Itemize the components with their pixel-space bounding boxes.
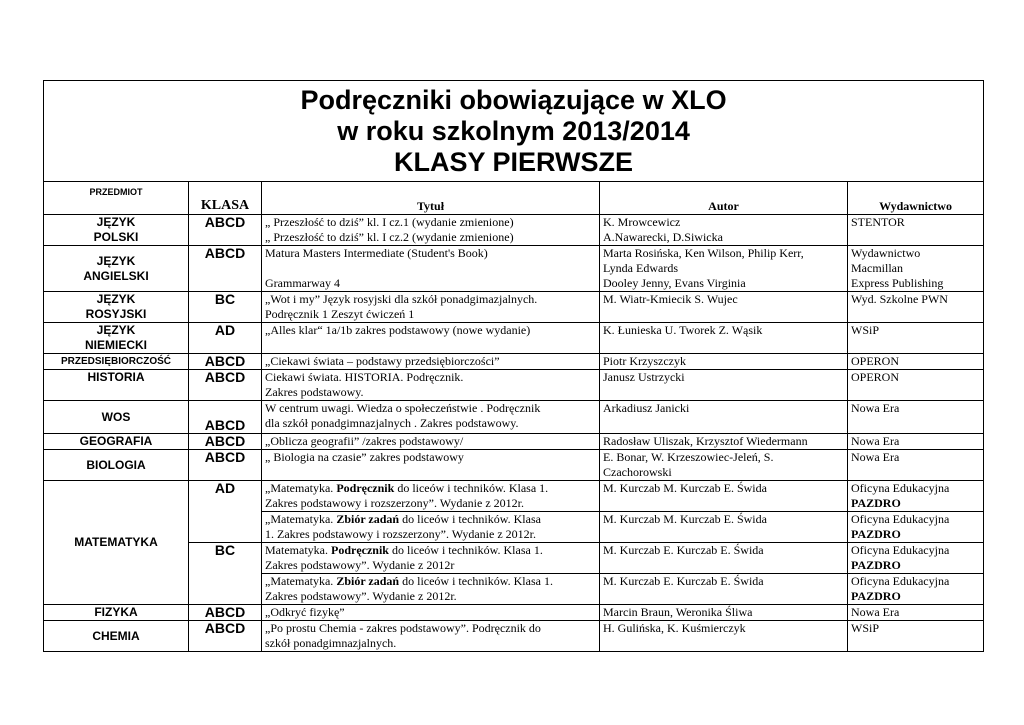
author-cell: H. Gulińska, K. Kuśmierczyk [600,621,848,652]
table-row [44,292,984,323]
author-cell: Marta Rosińska, Ken Wilson, Philip Kerr, Lynda Edwards Dooley Jenny, Evans Virginia [600,246,848,292]
title-cell: „Oblicza geografii” /zakres podstawowy/ [262,434,600,450]
subject-cell: JĘZYK POLSKI [44,215,189,246]
publisher-cell: STENTOR [848,215,984,246]
subject-cell: WOS [44,401,189,434]
author-cell: M. Kurczab E. Kurczab E. Świda [600,543,848,574]
klasa-cell: ABCD [189,370,262,401]
table-row [44,246,984,292]
publisher-cell: Wyd. Szkolne PWN [848,292,984,323]
title-cell: „Odkryć fizykę” [262,605,600,621]
table-row [44,354,984,370]
klasa-cell: AD [189,481,262,543]
publisher-cell: WSiP [848,323,984,354]
publisher-cell: Oficyna Edukacyjna PAZDRO [848,574,984,605]
textbook-table [43,80,984,652]
author-cell: Arkadiusz Janicki [600,401,848,434]
title-cell: „Po prostu Chemia - zakres podstawowy”. Podręcznik do szkół ponadgimnazjalnych. [262,621,600,652]
table-row [44,401,984,434]
subject-cell: JĘZYK NIEMIECKI [44,323,189,354]
textbook-list-sheet [43,80,983,652]
title-cell: Ciekawi świata. HISTORIA. Podręcznik. Zakres podstawowy. [262,370,600,401]
header-tytul: Tytuł [262,182,600,215]
subject-cell: JĘZYK ROSYJSKI [44,292,189,323]
title-cell: Matematyka. Podręcznik do liceów i techników. Klasa 1. Zakres podstawowy”. Wydanie z 2012r [262,543,600,574]
title-cell: W centrum uwagi. Wiedza o społeczeństwie . Podręcznik dla szkół ponadgimnazjalnych . Zakres podstawowy. [262,401,600,434]
subject-cell: GEOGRAFIA [44,434,189,450]
publisher-cell: Nowa Era [848,401,984,434]
title-cell: „Alles klar“ 1a/1b zakres podstawowy (nowe wydanie) [262,323,600,354]
title-cell: „Matematyka. Zbiór zadań do liceów i techników. Klasa 1. Zakres podstawowy”. Wydanie z 2012r. [262,574,600,605]
header-klasa: KLASA [189,182,262,215]
klasa-cell: ABCD [189,434,262,450]
title-cell: „Matematyka. Zbiór zadań do liceów i techników. Klasa 1. Zakres podstawowy i rozszerzony”. Wydanie z 2012r. [262,512,600,543]
subject-cell: JĘZYK ANGIELSKI [44,246,189,292]
klasa-cell: BC [189,543,262,605]
publisher-cell: Oficyna Edukacyjna PAZDRO [848,543,984,574]
publisher-cell: Oficyna Edukacyjna PAZDRO [848,481,984,512]
title-row [44,81,984,182]
document-title [44,81,984,182]
klasa-cell: ABCD [189,450,262,481]
title-cell: „ Przeszłość to dziś” kl. I cz.1 (wydanie zmienione) „ Przeszłość to dziś” kl. I cz.2 (wydanie zmienione) [262,215,600,246]
klasa-cell: ABCD [189,246,262,292]
subject-cell: HISTORIA [44,370,189,401]
header-row [44,182,984,215]
author-cell: E. Bonar, W. Krzeszowiec-Jeleń, S. Czachorowski [600,450,848,481]
author-cell: Radosław Uliszak, Krzysztof Wiedermann [600,434,848,450]
author-cell: Piotr Krzyszczyk [600,354,848,370]
author-cell: M. Kurczab E. Kurczab E. Świda [600,574,848,605]
publisher-cell: Wydawnictwo Macmillan Express Publishing [848,246,984,292]
author-cell: Janusz Ustrzycki [600,370,848,401]
publisher-cell: OPERON [848,370,984,401]
title-cell: „Ciekawi świata – podstawy przedsiębiorczości” [262,354,600,370]
table-row [44,450,984,481]
title-cell: Matura Masters Intermediate (Student's Book) Grammarway 4 [262,246,600,292]
author-cell: Marcin Braun, Weronika Śliwa [600,605,848,621]
klasa-cell: ABCD [189,621,262,652]
header-subject: PRZEDMIOT [44,182,189,215]
author-cell: M. Kurczab M. Kurczab E. Świda [600,481,848,512]
title-cell: „Matematyka. Podręcznik do liceów i techników. Klasa 1. Zakres podstawowy i rozszerzony”. Wydanie z 2012r. [262,481,600,512]
publisher-cell: Nowa Era [848,605,984,621]
publisher-cell: Oficyna Edukacyjna PAZDRO [848,512,984,543]
table-row [44,370,984,401]
author-cell: K. Mrowcewicz A.Nawarecki, D.Siwicka [600,215,848,246]
publisher-cell: Nowa Era [848,450,984,481]
publisher-cell: OPERON [848,354,984,370]
author-cell: M. Kurczab M. Kurczab E. Świda [600,512,848,543]
publisher-cell: WSiP [848,621,984,652]
title-cell: „ Biologia na czasie” zakres podstawowy [262,450,600,481]
publisher-cell: Nowa Era [848,434,984,450]
subject-cell: FIZYKA [44,605,189,621]
author-cell: K. Łunieska U. Tworek Z. Wąsik [600,323,848,354]
subject-cell: BIOLOGIA [44,450,189,481]
klasa-cell: AD [189,323,262,354]
table-row [44,605,984,621]
title-cell: „Wot i my” Język rosyjski dla szkół ponadgimazjalnych. Podręcznik 1 Zeszyt ćwiczeń 1 [262,292,600,323]
klasa-cell: ABCD [189,605,262,621]
header-autor: Autor [600,182,848,215]
klasa-cell: ABCD [189,401,262,434]
title-line-1: Podręczniki obowiązujące w XLO [300,85,727,115]
subject-cell: MATEMATYKA [44,481,189,605]
table-row [44,434,984,450]
title-line-2: w roku szkolnym 2013/2014 [337,116,690,146]
subject-cell: PRZEDSIĘBIORCZOŚĆ [44,354,189,370]
klasa-cell: ABCD [189,215,262,246]
title-line-3: KLASY PIERWSZE [394,147,634,177]
table-row [44,621,984,652]
subject-cell: CHEMIA [44,621,189,652]
table-row [44,215,984,246]
klasa-cell: ABCD [189,354,262,370]
table-row [44,481,984,512]
author-cell: M. Wiatr-Kmiecik S. Wujec [600,292,848,323]
header-wydawnictwo: Wydawnictwo [848,182,984,215]
klasa-cell: BC [189,292,262,323]
table-row [44,323,984,354]
